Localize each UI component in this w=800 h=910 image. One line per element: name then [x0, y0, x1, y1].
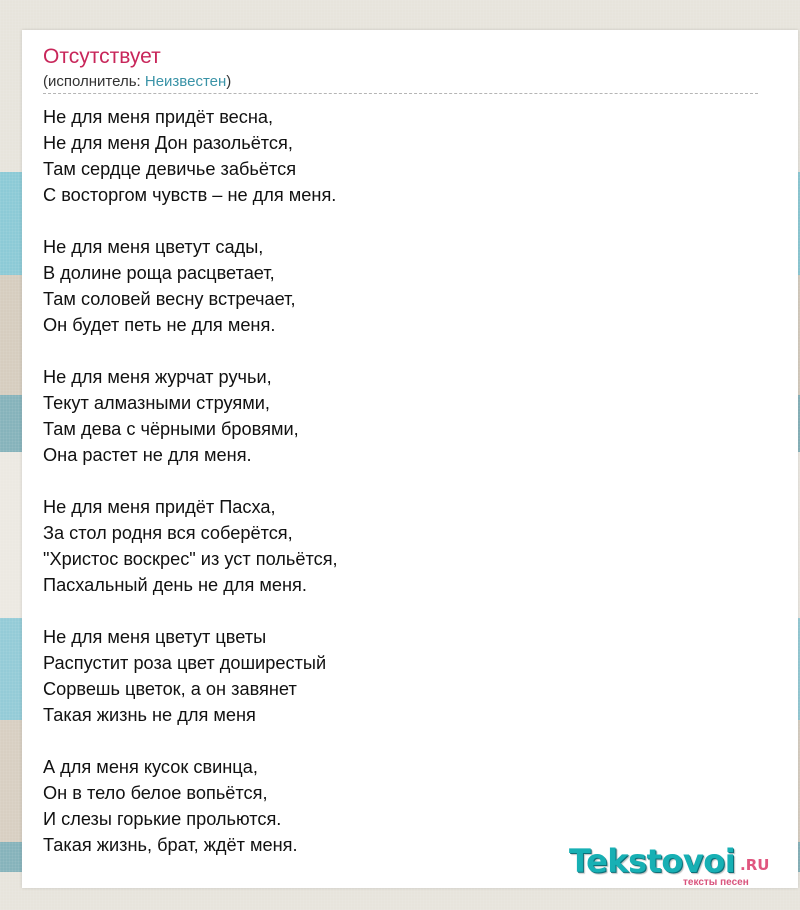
lyric-line: Распустит роза цвет доширестый [43, 653, 327, 673]
song-title: Отсутствует [43, 45, 161, 68]
lyric-line: И слезы горькие прольются. [43, 809, 282, 829]
lyric-line: Там соловей весну встречает, [43, 289, 296, 309]
artist-link[interactable]: Неизвестен [144, 73, 227, 90]
lyric-line: Такая жизнь не для меня [43, 705, 256, 725]
stanza [43, 234, 743, 338]
lyric-line: Она растет не для меня. [43, 445, 252, 465]
stanza [43, 624, 743, 728]
lyric-line: Такая жизнь, брат, ждёт меня. [43, 835, 298, 855]
lyric-line: Не для меня придёт Пасха, [43, 497, 276, 517]
lyric-line: Он в тело белое вопьётся, [43, 783, 268, 803]
lyric-line: Сорвешь цветок, а он завянет [43, 679, 297, 699]
lyric-line: Пасхальный день не для меня. [43, 575, 307, 595]
lyric-line: "Христос воскрес" из уст польётся, [43, 549, 338, 569]
lyric-line: Не для меня придёт весна, [43, 107, 274, 127]
stanza [43, 104, 743, 208]
logo-domain: .RU [740, 856, 770, 874]
lyric-line: Он будет петь не для меня. [43, 315, 276, 335]
lyric-line: Не для меня цветут цветы [43, 627, 267, 647]
lyrics-text [43, 104, 743, 884]
logo-wordmark: Tekstovoi [569, 842, 736, 880]
lyric-line: Не для меня Дон разольётся, [43, 133, 293, 153]
lyric-line: С восторгом чувств – не для меня. [43, 185, 337, 205]
lyric-line: Там дева с чёрными бровями, [43, 419, 299, 439]
stanza [43, 364, 743, 468]
site-logo[interactable] [569, 842, 779, 888]
lyric-line: Текут алмазными струями, [43, 393, 270, 413]
lyric-line: В долине роща расцветает, [43, 263, 275, 283]
artist-prefix: (исполнитель: [43, 73, 145, 90]
lyric-line: Не для меня журчат ручьи, [43, 367, 272, 387]
logo-tagline: тексты песен [683, 877, 749, 888]
artist-line [43, 73, 758, 94]
lyric-line: Не для меня цветут сады, [43, 237, 264, 257]
stanza [43, 494, 743, 598]
lyrics-card [22, 30, 798, 888]
artist-suffix: ) [226, 73, 232, 90]
lyric-line: За стол родня вся соберётся, [43, 523, 293, 543]
lyric-line: А для меня кусок свинца, [43, 757, 258, 777]
lyric-line: Там сердце девичье забьётся [43, 159, 297, 179]
